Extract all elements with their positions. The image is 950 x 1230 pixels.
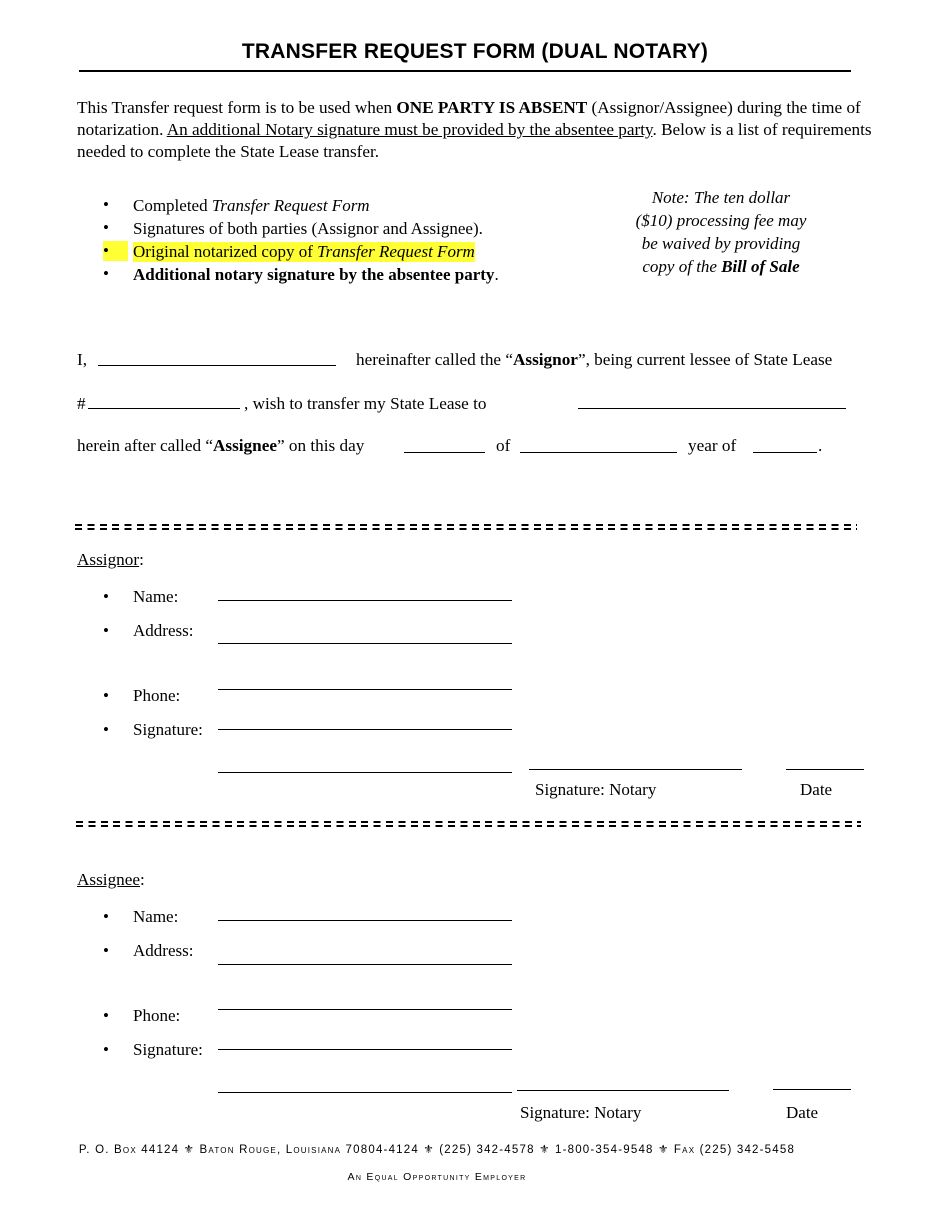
assignor-address-label: Address: bbox=[133, 621, 194, 640]
assignee-address-label: Address: bbox=[133, 941, 194, 960]
assignor-phone-field[interactable] bbox=[218, 729, 512, 730]
assignee-date-label: Date bbox=[786, 1103, 819, 1122]
assignor-address-field-2[interactable] bbox=[218, 689, 512, 690]
bullet-icon: • bbox=[103, 1040, 109, 1059]
bullet-icon: • bbox=[103, 941, 109, 960]
assignor-name-field[interactable] bbox=[218, 600, 512, 601]
assignee-address-field-2[interactable] bbox=[218, 1009, 512, 1010]
intro-bold: ONE PARTY IS ABSENT bbox=[396, 98, 588, 117]
bullet-icon: • bbox=[103, 218, 109, 237]
section-divider bbox=[76, 821, 861, 827]
statement-year-of: year of bbox=[688, 436, 737, 455]
assignee-phone-field[interactable] bbox=[218, 1049, 512, 1050]
assignor-phone-label: Phone: bbox=[133, 686, 181, 705]
assignee-term: Assignee bbox=[212, 436, 277, 455]
assignee-signature-label: Signature: bbox=[133, 1040, 203, 1059]
bullet-icon: • bbox=[103, 587, 109, 606]
note-line: be waived by providing bbox=[641, 234, 801, 253]
year-blank[interactable] bbox=[753, 452, 817, 453]
assignee-phone-label: Phone: bbox=[133, 1006, 181, 1025]
assignor-signature-label: Signature: bbox=[133, 720, 203, 739]
assignor-name-blank[interactable] bbox=[98, 365, 336, 366]
bullet-icon: • bbox=[103, 241, 128, 261]
assignor-term: Assignor bbox=[512, 350, 578, 369]
bullet-icon: • bbox=[103, 1006, 109, 1025]
assignor-address-field[interactable] bbox=[218, 643, 512, 644]
assignor-title: Assignor: bbox=[77, 550, 144, 569]
footer-address: P. O. Box 44124 ⚜ Baton Rouge, Louisiana 70804-4124 ⚜ (225) 342-4578 ⚜ 1-800-354-9548 ⚜ Fax (225) 342-5458 bbox=[78, 1144, 796, 1156]
intro-paragraph bbox=[77, 97, 877, 163]
assignee-name-blank[interactable] bbox=[578, 408, 846, 409]
statement-i: I, bbox=[77, 350, 88, 369]
requirement-text: Completed bbox=[133, 196, 212, 215]
assignor-date-field[interactable] bbox=[786, 769, 864, 770]
assignor-signature-field[interactable] bbox=[218, 772, 512, 773]
footer-tagline: An Equal Opportunity Employer bbox=[347, 1171, 527, 1183]
statement-hash: # bbox=[77, 394, 86, 413]
assignee-title: Assignee: bbox=[77, 870, 145, 889]
assignor-date-label: Date bbox=[800, 780, 833, 799]
assignor-notary-signature-field[interactable] bbox=[529, 769, 742, 770]
assignor-name-label: Name: bbox=[133, 587, 179, 606]
statement-wish: , wish to transfer my State Lease to bbox=[244, 394, 487, 413]
day-blank[interactable] bbox=[404, 452, 485, 453]
assignee-signature-field[interactable] bbox=[218, 1092, 512, 1093]
note-line: ($10) processing fee may bbox=[635, 211, 807, 230]
intro-text-1: This Transfer request form is to be used when bbox=[77, 98, 397, 117]
requirement-bold: Additional notary signature by the absentee party bbox=[133, 265, 495, 284]
assignee-date-field[interactable] bbox=[773, 1089, 851, 1090]
statement-hereinafter: hereinafter called the “Assignor”, being current lessee of State Lease bbox=[356, 350, 833, 369]
bill-of-sale: Bill of Sale bbox=[721, 257, 800, 276]
assignee-name-label: Name: bbox=[133, 907, 179, 926]
assignee-notary-label: Signature: Notary bbox=[520, 1103, 642, 1122]
assignee-name-field[interactable] bbox=[218, 920, 512, 921]
statement-herein: herein after called “Assignee” on this day bbox=[77, 436, 365, 455]
intro-text-2: (Assignor/Assignee) during the time of notarization. bbox=[77, 98, 861, 139]
statement-period: . bbox=[818, 436, 823, 455]
bullet-icon: • bbox=[103, 686, 109, 705]
statement-of: of bbox=[496, 436, 511, 455]
section-divider bbox=[75, 524, 857, 530]
requirement-italic: Transfer Request Form bbox=[211, 196, 370, 215]
note-line: Note: The ten dollar bbox=[651, 188, 791, 207]
bullet-icon: • bbox=[103, 195, 109, 214]
intro-text-3: . Below is a list of requirements needed to complete the State Lease transfer. bbox=[77, 120, 872, 161]
bullet-icon: • bbox=[103, 907, 109, 926]
bullet-icon: • bbox=[103, 720, 109, 739]
bullet-icon: • bbox=[103, 621, 109, 640]
requirement-italic: Transfer Request Form bbox=[317, 242, 475, 261]
fee-note bbox=[612, 186, 830, 278]
note-line: copy of the Bill of Sale bbox=[642, 257, 800, 276]
form-title: TRANSFER REQUEST FORM (DUAL NOTARY) bbox=[241, 40, 709, 63]
assignee-address-field[interactable] bbox=[218, 964, 512, 965]
lease-number-blank[interactable] bbox=[88, 408, 240, 409]
month-blank[interactable] bbox=[520, 452, 677, 453]
title-rule bbox=[79, 70, 851, 72]
requirement-text: Signatures of both parties (Assignor and Assignee). bbox=[133, 219, 483, 238]
bullet-icon: • bbox=[103, 264, 109, 283]
intro-underlined: An additional Notary signature must be provided by the absentee party bbox=[166, 120, 653, 139]
assignee-notary-signature-field[interactable] bbox=[517, 1090, 729, 1091]
requirement-text: . bbox=[494, 265, 499, 284]
assignor-notary-label: Signature: Notary bbox=[535, 780, 657, 799]
requirement-text: Original notarized copy of bbox=[133, 242, 318, 261]
